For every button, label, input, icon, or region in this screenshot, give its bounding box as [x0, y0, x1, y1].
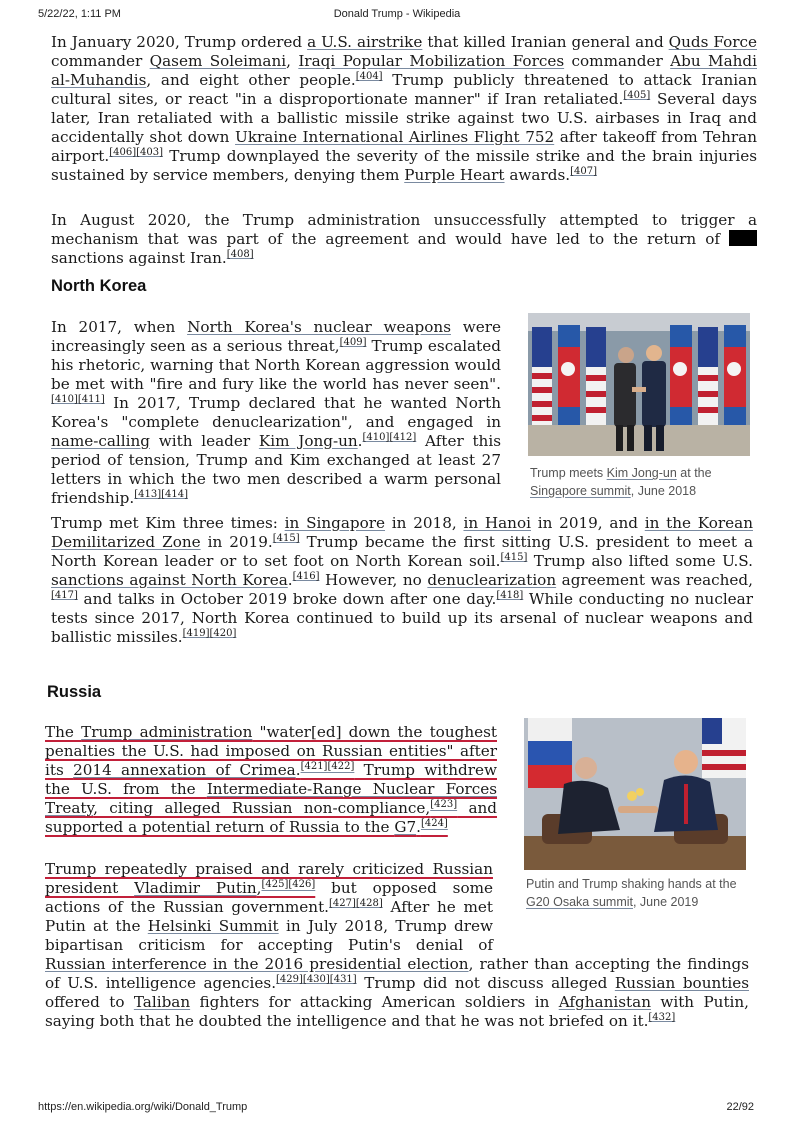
link-in-hanoi[interactable]: in Hanoi: [463, 514, 531, 532]
link-north-korea-nuclear-weapons[interactable]: North Korea's nuclear weapons: [187, 318, 451, 336]
citation-404[interactable]: [404]: [355, 70, 383, 82]
iran-paragraph-2: [51, 211, 757, 268]
text: Trump met Kim three times:: [51, 514, 285, 532]
citation-425-426[interactable]: [425][426]: [261, 878, 316, 890]
citation-418[interactable]: [418]: [496, 589, 524, 601]
citation-406-403[interactable]: [406][403]: [109, 146, 164, 158]
citation-410-411[interactable]: [410][411]: [51, 393, 105, 405]
text: with Putin, saying both that he doubted the intelligence and that he was not briefed on it.: [45, 993, 750, 1030]
link-annexation-of-crimea[interactable]: 2014 annexation of Crimea: [73, 761, 296, 779]
text: However, no: [319, 571, 428, 589]
text: were increasingly seen as a serious threat,: [51, 318, 501, 355]
text: Trump did not discuss alleged: [356, 974, 615, 992]
section-heading-north-korea: North Korea: [51, 277, 147, 295]
citation-408[interactable]: [408]: [226, 248, 254, 260]
photo-trump-meets-kim[interactable]: [528, 313, 750, 456]
text: in 2018,: [385, 514, 464, 532]
text: Trump withdrew the U.S. from the: [45, 761, 497, 798]
text: Trump also lifted some U.S.: [527, 552, 753, 570]
citation-427-428[interactable]: [427][428]: [329, 897, 383, 909]
text: with leader: [150, 432, 259, 450]
text: Trump publicly threatened to attack Iranian cultural sites, or react "in a disproportionate manner" if Iran retaliated.: [51, 71, 757, 108]
citation-432[interactable]: [432]: [648, 1011, 676, 1023]
citation-423[interactable]: [423]: [430, 798, 458, 810]
caption-link-kim-jong-un[interactable]: Kim Jong-un: [606, 466, 677, 480]
link-purple-heart[interactable]: Purple Heart: [404, 166, 505, 184]
photo-putin-trump-handshake[interactable]: [524, 718, 746, 870]
citation-409[interactable]: [409]: [339, 336, 367, 348]
text: In January 2020, Trump ordered: [51, 33, 308, 51]
link-helsinki-summit[interactable]: Helsinki Summit: [147, 917, 279, 935]
text: Several days later, Iran retaliated with a ballistic missile strike against two U.S. airbases in Iraq and accidentally shot down: [51, 90, 757, 146]
link-iraqi-pmf[interactable]: Iraqi Popular Mobilization Forces: [298, 52, 565, 70]
link-abu-mahdi-al-muhandis[interactable]: Abu Mahdi al-Muhandis: [51, 52, 757, 89]
text: Trump became the first sitting U.S. president to meet a North Korean leader or to set foot on North Korean soil.: [51, 533, 753, 570]
text: and talks in October 2019 broke down after one day.: [77, 590, 497, 608]
text: Trump downplayed the severity of the missile strike and the brain injuries sustained by service members, denying them: [51, 147, 757, 184]
text: After this period of tension, Trump and Kim exchanged at least 27 letters in which the two men described a warm personal friendship.: [51, 432, 501, 507]
text: at the: [676, 466, 712, 480]
text: , rather than accepting the findings of U.S. intelligence agencies.: [45, 955, 749, 992]
russia-paragraph-2: [45, 860, 749, 1031]
citation-415[interactable]: [415]: [272, 532, 300, 544]
link-ukraine-flight-752[interactable]: Ukraine International Airlines Flight 752: [235, 128, 555, 146]
citation-429-430-431[interactable]: [429][430][431]: [276, 973, 357, 985]
text: , June 2018: [630, 484, 697, 498]
text: .: [287, 571, 293, 589]
citation-421-422[interactable]: [421][422]: [300, 760, 355, 772]
link-g7[interactable]: G7: [394, 818, 417, 836]
figure-caption: [528, 464, 750, 500]
link-russian-bounties[interactable]: Russian bounties: [614, 974, 750, 992]
citation-424[interactable]: [424]: [420, 817, 448, 829]
text: , June 2019: [632, 895, 699, 909]
text: ,: [286, 52, 299, 70]
north-korea-paragraph-2: [51, 514, 753, 647]
link-denuclearization[interactable]: denuclearization: [427, 571, 557, 589]
link-in-singapore[interactable]: in Singapore: [284, 514, 386, 532]
text: .: [416, 818, 421, 836]
text: sanctions against Iran.: [51, 249, 227, 267]
link-taliban[interactable]: Taliban: [133, 993, 191, 1011]
north-korea-paragraph-1: [51, 318, 501, 508]
text: offered to: [45, 993, 134, 1011]
iran-paragraph-1: [51, 33, 757, 185]
citation-415-b[interactable]: [415]: [500, 551, 528, 563]
text: In 2017, when: [51, 318, 188, 336]
text: commander: [564, 52, 671, 70]
text: Trump repeatedly praised and rarely criticized Russian president: [45, 860, 493, 897]
link-trump-administration[interactable]: Trump administration: [81, 723, 253, 741]
citation-407[interactable]: [407]: [570, 165, 597, 177]
text: in 2019, and: [530, 514, 645, 532]
text: fighters for attacking American soldiers in: [190, 993, 559, 1011]
link-afghanistan[interactable]: Afghanistan: [558, 993, 651, 1011]
print-page-title: Donald Trump - Wikipedia: [333, 8, 461, 20]
citation-416[interactable]: [416]: [292, 570, 320, 582]
text: in July 2018, Trump drew bipartisan criticism for accepting Putin's denial of: [45, 917, 494, 954]
text: While conducting no nuclear tests since 2017, North Korea continued to build up its arsenal of nuclear weapons and ballistic missiles.: [51, 590, 753, 646]
text: awards.: [504, 166, 571, 184]
text: In 2017, Trump declared that he wanted North Korea's "complete denuclearization", and engaged in: [51, 394, 501, 431]
citation-410-412[interactable]: [410][412]: [362, 431, 417, 443]
text: .: [357, 432, 363, 450]
russia-paragraph-1: [45, 723, 497, 837]
text: The: [45, 723, 82, 741]
figure-spacer: [493, 860, 749, 940]
citation-419-420[interactable]: [419][420]: [182, 627, 237, 639]
citation-417[interactable]: [417]: [51, 589, 78, 601]
link-russian-interference-2016[interactable]: Russian interference in the 2016 presidential election: [45, 955, 469, 973]
text: Trump meets: [530, 466, 607, 480]
text: Trump escalated his rhetoric, warning that North Korean aggression would be met with "fire and fury like the world has never seen".: [51, 337, 501, 393]
print-datetime: 5/22/22, 1:11 PM: [38, 8, 121, 20]
link-inf-treaty[interactable]: Intermediate-Range Nuclear Forces Treaty: [45, 780, 498, 817]
text: , and eight other people.: [146, 71, 356, 89]
text: , citing alleged Russian non-compliance,: [93, 799, 431, 817]
link-kim-jong-un[interactable]: Kim Jong-un: [258, 432, 358, 450]
print-page-number: 22/92: [726, 1101, 754, 1113]
citation-413-414[interactable]: [413][414]: [134, 488, 188, 500]
link-us-airstrike[interactable]: a U.S. airstrike: [307, 33, 423, 51]
link-sanctions-against-north-korea[interactable]: sanctions against North Korea: [51, 571, 288, 589]
link-vladimir-putin[interactable]: Vladimir Putin: [134, 879, 257, 897]
print-url: https://en.wikipedia.org/wiki/Donald_Trump: [38, 1101, 248, 1113]
text: In August 2020, the Trump administration unsuccessfully attempted to trigger a mechanism that was part of the agreement and would have led to the return of: [51, 211, 757, 248]
link-korean-dmz[interactable]: in the Korean Demilitarized Zone: [51, 514, 753, 551]
text: ,: [256, 879, 262, 897]
section-heading-russia: Russia: [47, 683, 102, 701]
text: After he met Putin at the: [45, 898, 493, 935]
link-quds-force[interactable]: Quds Force: [668, 33, 757, 51]
link-qasem-soleimani[interactable]: Qasem Soleimani: [149, 52, 287, 70]
text: but opposed some actions of the Russian government.: [45, 879, 493, 916]
figure-singapore-summit: [528, 313, 750, 500]
text: .: [295, 761, 301, 779]
text: in 2019.: [200, 533, 273, 551]
text: and supported a potential return of Russia to the: [45, 799, 498, 836]
caption-link-singapore-summit[interactable]: Singapore summit: [530, 484, 631, 498]
caption-link-g20-osaka-summit[interactable]: G20 Osaka summit: [526, 895, 633, 909]
text: agreement was reached,: [556, 571, 753, 589]
text: "water[ed] down the toughest penalties the U.S. had imposed on Russian entities" after its: [45, 723, 497, 779]
text: commander: [51, 52, 150, 70]
redaction-box: [729, 230, 757, 246]
citation-405[interactable]: [405]: [623, 89, 651, 101]
text: Putin and Trump shaking hands at the: [526, 877, 737, 891]
text: after takeoff from Tehran airport.: [51, 128, 757, 165]
text: that killed Iranian general and: [422, 33, 669, 51]
link-name-calling[interactable]: name-calling: [51, 432, 150, 450]
highlighted-passage-1: [45, 723, 497, 836]
